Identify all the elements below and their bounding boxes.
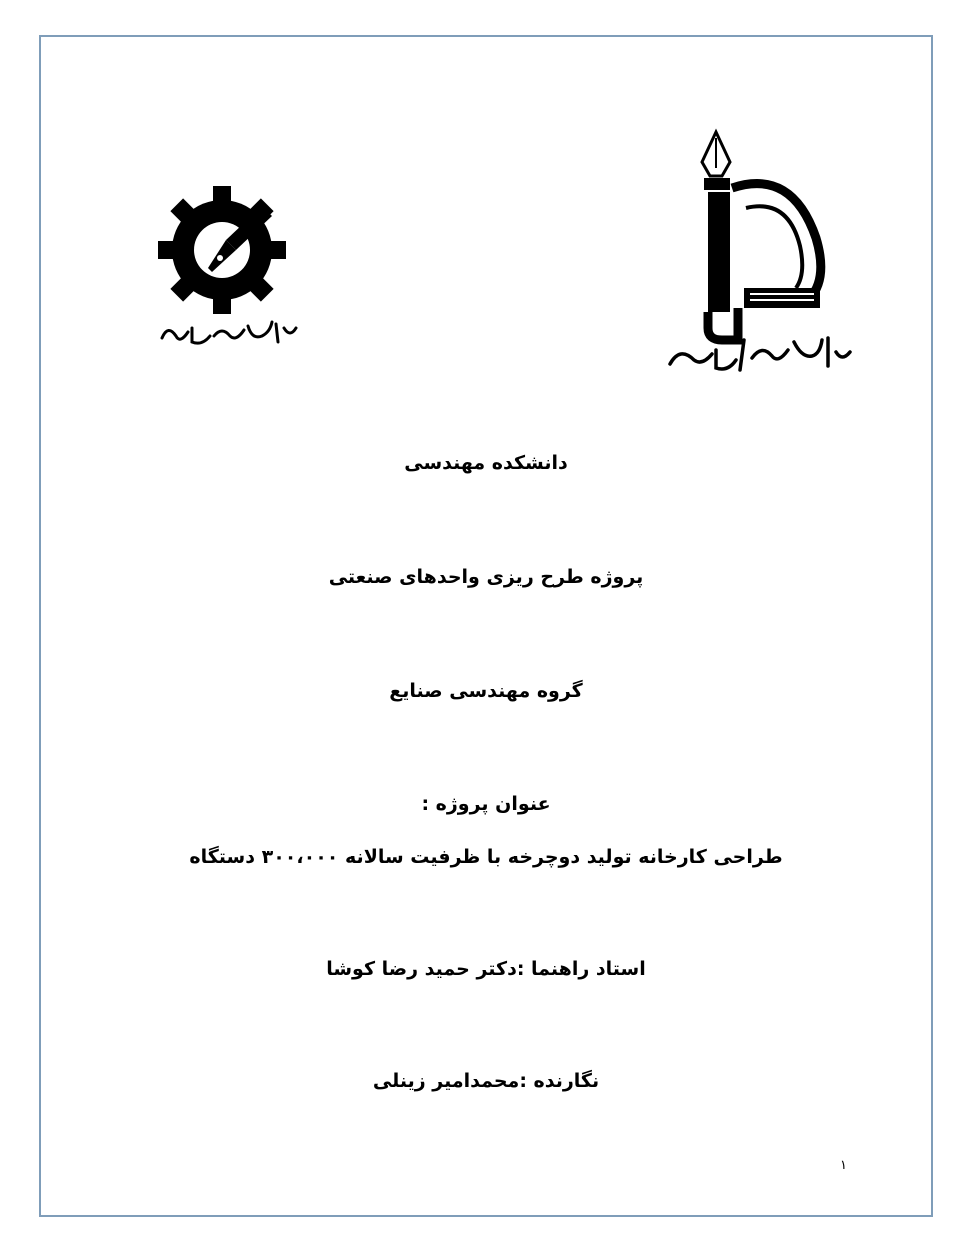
pen-arch-book-icon [660,128,860,378]
author: نگارنده :محمدامیر زینلی [372,1070,600,1092]
course-title: پروژه طرح ریزی واحدهای صنعتی [328,566,644,588]
project-title: طراحی کارخانه تولید دوچرخه با ظرفیت سالانه ۳۰۰،۰۰۰ دستگاه [189,846,783,868]
page-number: ۱ [840,1158,847,1173]
university-logo [660,128,860,378]
engineering-faculty-logo [150,178,310,358]
faculty-name: دانشکده مهندسی [404,452,568,474]
gear-pen-icon [150,178,310,358]
department-name: گروه مهندسی صنایع [389,680,583,702]
project-title-label: عنوان پروژه : [421,793,551,815]
supervisor: استاد راهنما :دکتر حمید رضا کوشا [326,958,646,980]
